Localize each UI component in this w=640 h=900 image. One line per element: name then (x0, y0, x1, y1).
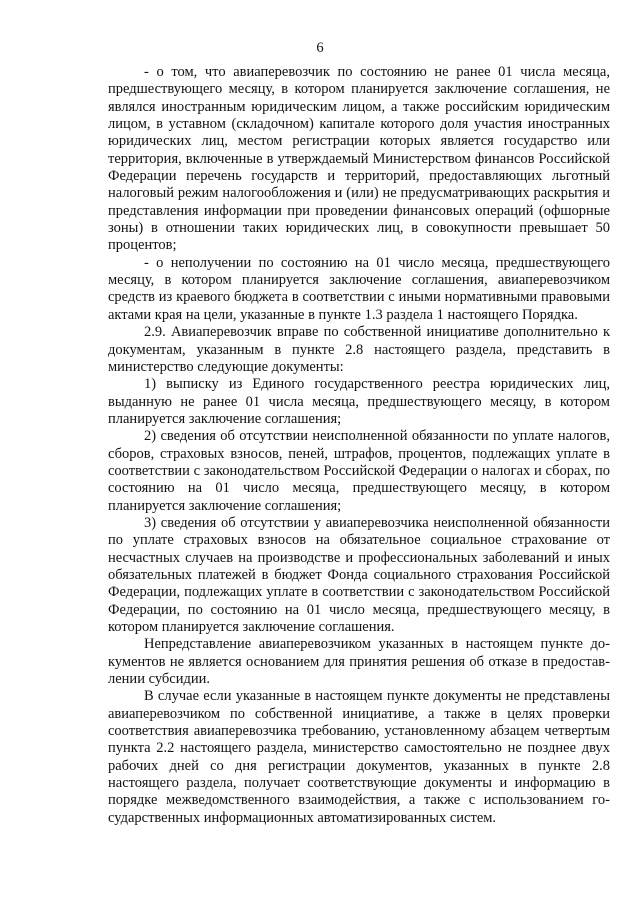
paragraph-offshore-condition: - о том, что авиаперевозчик по состоянию не ранее 01 числа месяца, предшествующего месяцу, в котором планируется заключение соглашения, не являлся иностранным юридическим лицом, а также российским юридическим лицом, в уставном (складочном) капитале которого доля участия иностранных юридических лиц, местом регистрации которых является государство или территория, включенные в утверждаемый Министерством финансов Российской Федерации перечень государств и территорий, предоставляющих льготный налоговый режим налогообложения и (или) не предусматривающих раскрытия и представления информации при проведении финансовых операций (офшорные зоны) в отношении таких юридических лиц, в совокупности превышает 50 процентов; (108, 64, 610, 254)
page-number: 6 (316, 40, 324, 56)
paragraph-non-submission: Непредставление авиаперевозчиком указанных в настоящем пункте документов не является основанием для принятия решения об отказе в предоставлении субсидии. (108, 636, 610, 688)
paragraph-interagency-request: В случае если указанные в настоящем пункте документы не представлены авиаперевозчиком по собственной инициативе, а также в целях проверки соответствия авиаперевозчика требованию, установленному абзацем четвертым пункта 2.2 настоящего раздела, министерство самостоятельно не позднее двух рабочих дней со дня регистрации документов, указанных в пункте 2.8 настоящего раздела, получает соответствующие документы и информацию в порядке межведомственного взаимодействия, а также с использованием государственных информационных автоматизированных систем. (108, 688, 610, 826)
list-item-tax-obligations: 2) сведения об отсутствии неисполненной обязанности по уплате налогов, сборов, страховых взносов, пеней, штрафов, процентов, подлежащих уплате в соответствии с законодательством Российской Федерации о налогах и сборах, по состоянию на 01 число месяца, предшествующего месяцу, в котором планируется заключение соглашения; (108, 428, 610, 514)
list-item-registry-extract: 1) выписку из Единого государственного реестра юридических лиц, выданную не ранее 01 числа месяца, предшествующего месяцу, в котором планируется заключение соглашения; (108, 376, 610, 427)
paragraph-2-9-additional-documents: 2.9. Авиаперевозчик вправе по собственной инициативе дополнительно к документам, указанным в пункте 2.8 настоящего раздела, представить в министерство следующие документы: (108, 324, 610, 375)
document-body (108, 64, 610, 827)
paragraph-no-budget-funds: - о неполучении по состоянию на 01 число месяца, предшествующего месяцу, в котором планируется заключение соглашения, авиаперевозчиком средств из краевого бюджета в соответствии с иными нормативными правовыми актами края на цели, указанные в пункте 1.3 раздела 1 настоящего Порядка. (108, 254, 610, 323)
list-item-insurance-obligations: 3) сведения об отсутствии у авиаперевозчика неисполненной обязанности по уплате страховых взносов на обязательное социальное страхование от несчастных случаев на производстве и профессиональных заболеваний и иных обязательных платежей в бюджет Фонда социального страхования Российской Федерации, подлежащих уплате в соответствии с законодательством Российской Федерации, по состоянию на 01 число месяца, предшествующего месяцу, в котором планируется заключение соглашения. (108, 514, 610, 635)
